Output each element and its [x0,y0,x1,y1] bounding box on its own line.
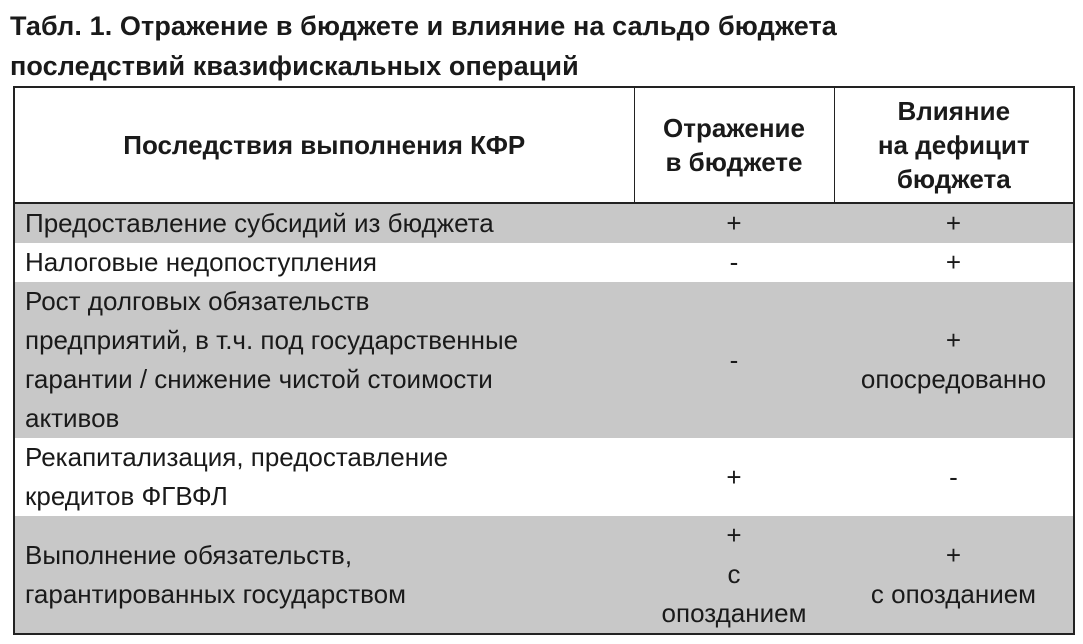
deficit-impact-cell [834,243,1074,282]
budget-reflection-value: с [727,559,741,589]
consequence-text: гарантированных государством [25,578,406,609]
header-budget-reflection-line: в бюджете [665,147,803,177]
deficit-impact-value: + [945,247,962,277]
table-title-line-2: последствий квазифискальных операций [10,51,579,81]
budget-reflection-value: + [726,461,742,492]
budget-reflection-cell [634,203,834,243]
header-deficit-impact-line: бюджета [896,164,1011,194]
header-consequences-line: Последствия выполнения КФР [123,130,526,160]
consequence-text: Налоговые недопоступления [25,247,378,277]
table-row [14,438,1074,516]
consequence-text: кредитов ФГВФЛ [25,481,228,511]
deficit-impact-value: + [945,208,962,238]
budget-reflection-value: + [726,520,742,550]
consequence-text: Выполнение обязательств, [25,539,353,570]
deficit-impact-value: + [945,325,962,355]
table-title-line-1: Табл. 1. Отражение в бюджете и влияние на сальдо бюджета [10,11,837,41]
consequence-cell [14,438,634,516]
table-row [14,516,1074,634]
deficit-impact-cell [834,438,1074,516]
header-budget-reflection-line: Отражение [663,113,805,143]
consequence-text: Рост долговых обязательств [25,286,370,316]
consequence-text: активов [25,403,120,433]
consequence-cell [14,516,634,634]
consequence-text: Предоставление субсидий из бюджета [25,208,494,238]
consequence-text: Рекапитализация, предоставление [25,442,449,472]
consequence-cell [14,243,634,282]
consequence-text: гарантии / снижение чистой стоимости [25,364,493,394]
budget-reflection-value: - [729,344,739,375]
deficit-impact-value: - [949,461,958,492]
deficit-impact-cell [834,516,1074,634]
deficit-impact-cell [834,203,1074,243]
consequence-text: предприятий, в т.ч. под государственные [25,325,519,355]
consequence-cell [14,203,634,243]
budget-reflection-cell [634,516,834,634]
budget-reflection-value: + [726,208,742,238]
table-title [10,6,1070,86]
budget-reflection-cell [634,243,834,282]
header-budget-reflection [634,87,834,203]
kfr-consequences-table [13,86,1075,635]
deficit-impact-value: + [945,539,962,570]
header-deficit-impact-line: на дефицит [877,130,1030,160]
table-row [14,243,1074,282]
header-consequences [14,87,634,203]
budget-reflection-value: - [729,247,739,277]
deficit-impact-value: опосредованно [860,364,1047,394]
deficit-impact-cell [834,282,1074,438]
table-row [14,282,1074,438]
consequence-cell [14,282,634,438]
budget-reflection-value: опозданием [661,598,807,628]
header-row [14,87,1074,203]
header-deficit-impact-line: Влияние [897,96,1011,126]
table-row [14,203,1074,243]
header-deficit-impact [834,87,1074,203]
deficit-impact-value: с опозданием [870,578,1037,609]
budget-reflection-cell [634,282,834,438]
budget-reflection-cell [634,438,834,516]
